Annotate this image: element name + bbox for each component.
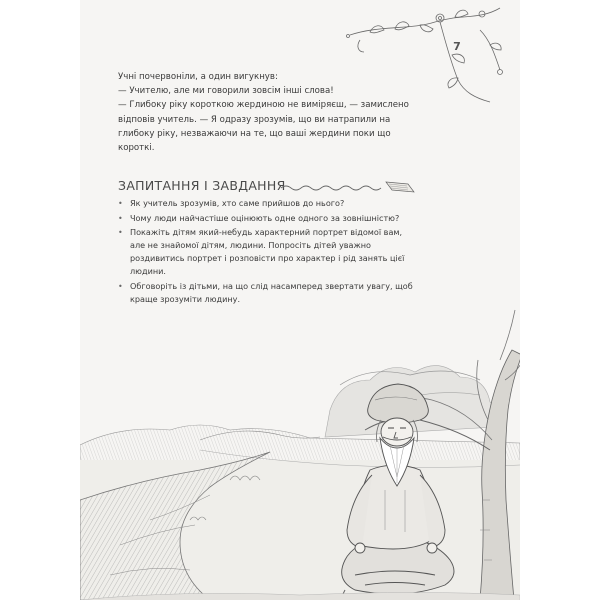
task-text: Обговоріть із дітьми, на що слід насамперед звертати увагу, щоб краще зрозуміти людину. xyxy=(130,281,413,305)
list-item xyxy=(118,226,418,278)
task-text: Як учитель зрозумів, хто саме прийшов до нього? xyxy=(130,198,345,208)
bullet-icon: • xyxy=(118,282,123,292)
task-text: Покажіть дітям який-небудь характерний портрет відомої вам, але не знайомої дітям, людини. Попросіть дітей уважно роздивитись портрет і розповісти про характер і рід занять цієї людини. xyxy=(130,227,405,277)
story-paragraph: — Глибоку ріку короткою жердиною не виміряєш, — замислено відповів учитель. — Я одразу зрозумів, що ви натрапили на глибоку ріку, незважаючи на те, що ваші жердини поки що короткі. xyxy=(118,100,409,154)
bullet-icon: • xyxy=(118,199,123,208)
page-number: 7 xyxy=(453,40,461,53)
task-text: Чому люди найчастіше оцінюють одне одного за зовнішністю? xyxy=(130,212,400,223)
story-paragraph: Учні почервоніли, а один вигукнув: xyxy=(118,72,278,82)
list-item xyxy=(118,280,418,306)
list-item xyxy=(118,212,418,225)
list-item xyxy=(118,197,418,210)
section-title: ЗАПИТАННЯ І ЗАВДАННЯ xyxy=(118,178,286,193)
story-text xyxy=(118,70,410,155)
tasks-list xyxy=(118,197,418,308)
story-paragraph: — Учителю, але ми говорили зовсім інші слова! xyxy=(118,86,334,97)
bullet-icon: • xyxy=(118,213,123,223)
bullet-icon: • xyxy=(118,228,123,238)
